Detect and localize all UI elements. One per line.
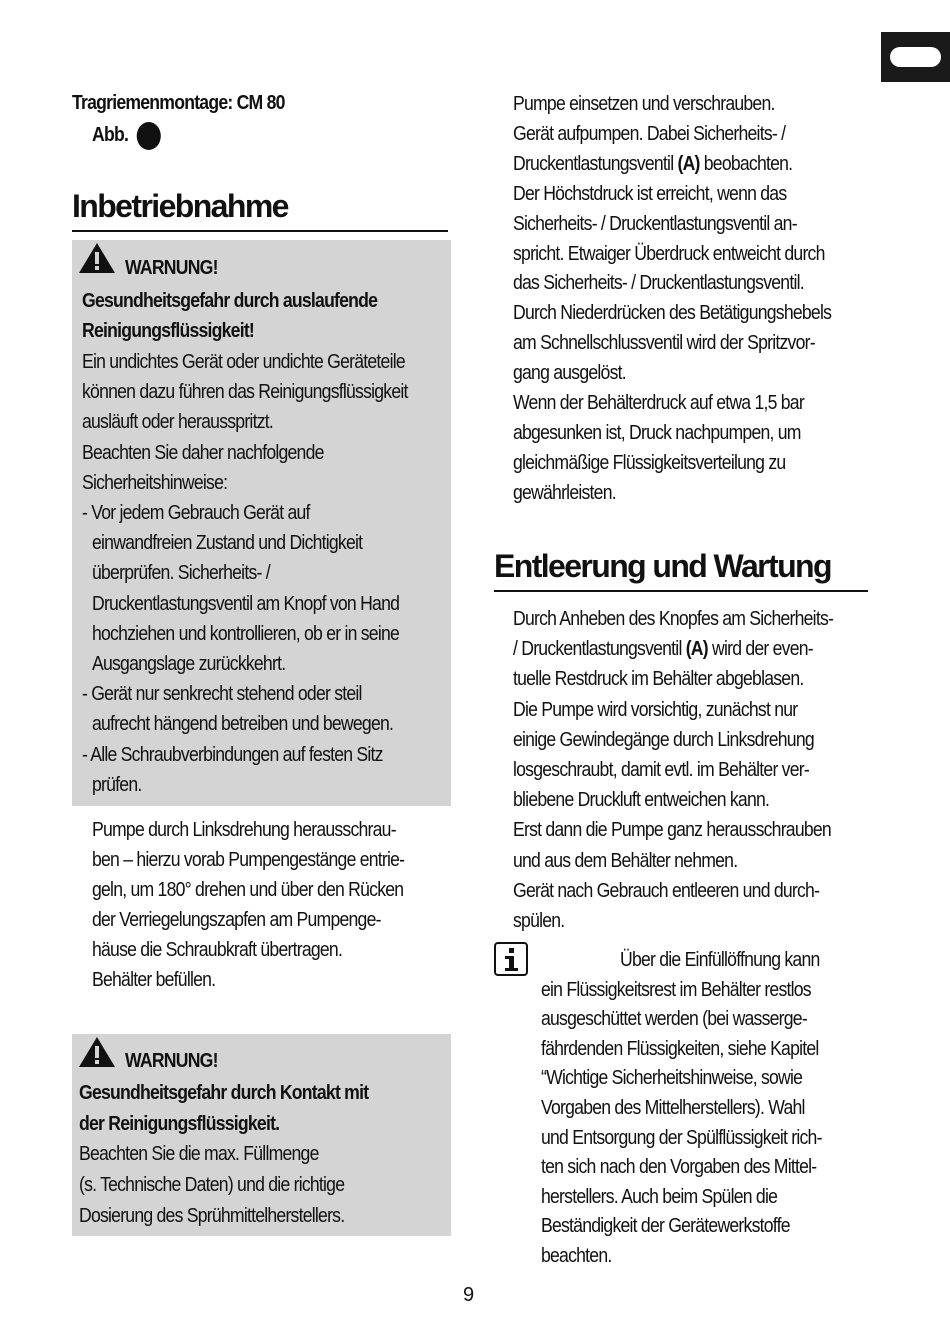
operation-line: Wenn der Behälterdruck auf etwa 1,5 bar — [513, 391, 804, 414]
heading-rule — [72, 230, 448, 232]
info-line: Vorgaben des Mittelherstellers). Wahl — [541, 1096, 805, 1119]
operation-line: das Sicherheits- / Druckentlastungsventil. — [513, 271, 804, 295]
maintenance-line: / Druckentlastungsventil (A) wird der even- — [513, 637, 813, 661]
operation-line: Durch Niederdrücken des Betätigungshebels — [513, 301, 832, 325]
warning-1-body-line: prüfen. — [92, 772, 142, 796]
maintenance-line: bliebene Druckluft entweichen kann. — [513, 788, 770, 812]
warning-1-body-line: Sicherheitshinweise: — [82, 470, 228, 494]
maintenance-line: spülen. — [513, 909, 565, 932]
warning-1-body-line: - Vor jedem Gebrauch Gerät auf — [82, 501, 310, 524]
operation-line: Sicherheits- / Druckentlastungsventil an- — [513, 211, 797, 235]
operation-line: Druckentlastungsventil (A) beobachten. — [513, 151, 793, 175]
page-number: 9 — [463, 1284, 475, 1306]
info-line: ausgeschüttet werden (bei wasserge- — [541, 1007, 807, 1031]
warning-triangle-icon-2 — [78, 1036, 116, 1068]
maintenance-line: losgeschraubt, damit evtl. im Behälter ver- — [513, 758, 809, 781]
pump-line: der Verriegelungszapfen am Pumpenge- — [92, 908, 381, 931]
info-line: ein Flüssigkeitsrest im Behälter restlos — [541, 977, 811, 1001]
operation-line: am Schnellschlussventil wird der Spritzvor- — [513, 331, 815, 355]
warning-1-body-line: einwandfreien Zustand und Dichtigkeit — [92, 531, 363, 555]
operation-line: Pumpe einsetzen und verschrauben. — [513, 92, 775, 115]
pump-line: Behälter befüllen. — [92, 968, 216, 991]
heading-rule-2 — [494, 590, 868, 592]
language-tab-pill — [890, 47, 941, 67]
pump-line: Pumpe durch Linksdrehung herausschrau- — [92, 818, 396, 841]
warning-2-title-line: Gesundheitsgefahr durch Kontakt mit — [79, 1081, 369, 1104]
maintenance-line: einige Gewindegänge durch Linksdrehung — [513, 727, 814, 751]
warning-1-label: WARNUNG! — [125, 256, 218, 279]
maintenance-line: Die Pumpe wird vorsichtig, zunächst nur — [513, 697, 798, 721]
warning-2-label: WARNUNG! — [125, 1049, 218, 1072]
section-heading-entleerung: Entleerung und Wartung — [494, 548, 831, 584]
strap-title: Tragriemenmontage: CM 80 — [72, 91, 285, 114]
warning-1-body-line: - Gerät nur senkrecht stehend oder steil — [82, 682, 362, 706]
warning-1-title-line: Gesundheitsgefahr durch auslaufende — [82, 289, 378, 312]
maintenance-line: Durch Anheben des Knopfes am Sicherheits- — [513, 607, 834, 630]
maintenance-line: Erst dann die Pumpe ganz herausschrauben — [513, 818, 831, 842]
warning-2-body-line: Beachten Sie die max. Füllmenge — [79, 1142, 319, 1165]
warning-triangle-icon — [78, 242, 116, 274]
operation-line: gleichmäßige Flüssigkeitsverteilung zu — [513, 450, 786, 474]
warning-1-body-line: Ein undichtes Gerät oder undichte Geräteteile — [82, 350, 405, 373]
warning-1-body-line: aufrecht hängend betreiben und bewegen. — [92, 712, 394, 736]
operation-line: gang ausgelöst. — [513, 361, 626, 385]
info-line: ten sich nach den Vorgaben des Mittel- — [541, 1155, 817, 1179]
language-tab — [881, 32, 950, 82]
warning-1-body-line: können dazu führen das Reinigungsflüssigkeit — [82, 380, 408, 404]
operation-line: abgesunken ist, Druck nachpumpen, um — [513, 420, 801, 444]
warning-2-title-line: der Reinigungsflüssigkeit. — [79, 1112, 280, 1135]
maintenance-line: Gerät nach Gebrauch entleeren und durch- — [513, 878, 820, 902]
figure-dot-icon — [137, 122, 161, 150]
info-line: fährdenden Flüssigkeiten, siehe Kapitel — [541, 1036, 819, 1060]
warning-1-body-line: hochziehen und kontrollieren, ob er in seine — [92, 621, 400, 645]
maintenance-line: tuelle Restdruck im Behälter abgeblasen. — [513, 667, 804, 691]
figure-ref-label: Abb. — [92, 123, 129, 146]
warning-2-body-line: (s. Technische Daten) und die richtige — [79, 1173, 345, 1196]
info-line: Beständigkeit der Gerätewerkstoffe — [541, 1214, 790, 1238]
info-line: “Wichtige Sicherheitshinweise, sowie — [541, 1066, 803, 1090]
warning-1-body-line: überprüfen. Sicherheits- / — [92, 561, 270, 585]
warning-1-title-line: Reinigungsflüssigkeit! — [82, 319, 255, 342]
warning-1-body-line: ausläuft oder herausspritzt. — [82, 410, 273, 434]
section-heading-inbetriebnahme: Inbetriebnahme — [72, 188, 288, 224]
info-line: Über die Einfüllöffnung kann — [620, 948, 820, 971]
warning-1-body-line: Ausgangslage zurückkehrt. — [92, 652, 286, 675]
pump-line: häuse die Schraubkraft übertragen. — [92, 938, 343, 961]
maintenance-line: und aus dem Behälter nehmen. — [513, 848, 738, 872]
warning-2-body-line: Dosierung des Sprühmittelherstellers. — [79, 1204, 345, 1227]
operation-line: spricht. Etwaiger Überdruck entweicht durch — [513, 241, 825, 265]
warning-1-body-line: - Alle Schraubverbindungen auf festen Sitz — [82, 742, 383, 766]
warning-1-body-line: Druckentlastungsventil am Knopf von Hand — [92, 591, 400, 615]
info-line: und Entsorgung der Spülflüssigkeit rich- — [541, 1125, 822, 1149]
operation-line: gewährleisten. — [513, 480, 616, 504]
operation-line: Der Höchstdruck ist erreicht, wenn das — [513, 181, 787, 205]
info-line: beachten. — [541, 1244, 612, 1267]
info-icon — [494, 942, 528, 976]
operation-line: Gerät aufpumpen. Dabei Sicherheits- / — [513, 121, 786, 145]
figure-ref — [92, 120, 161, 150]
warning-1-body-line: Beachten Sie daher nachfolgende — [82, 440, 324, 464]
info-line: herstellers. Auch beim Spülen die — [541, 1184, 778, 1208]
pump-line: geln, um 180° drehen und über den Rücken — [92, 878, 404, 901]
pump-line: ben – hierzu vorab Pumpengestänge entrie- — [92, 848, 405, 871]
